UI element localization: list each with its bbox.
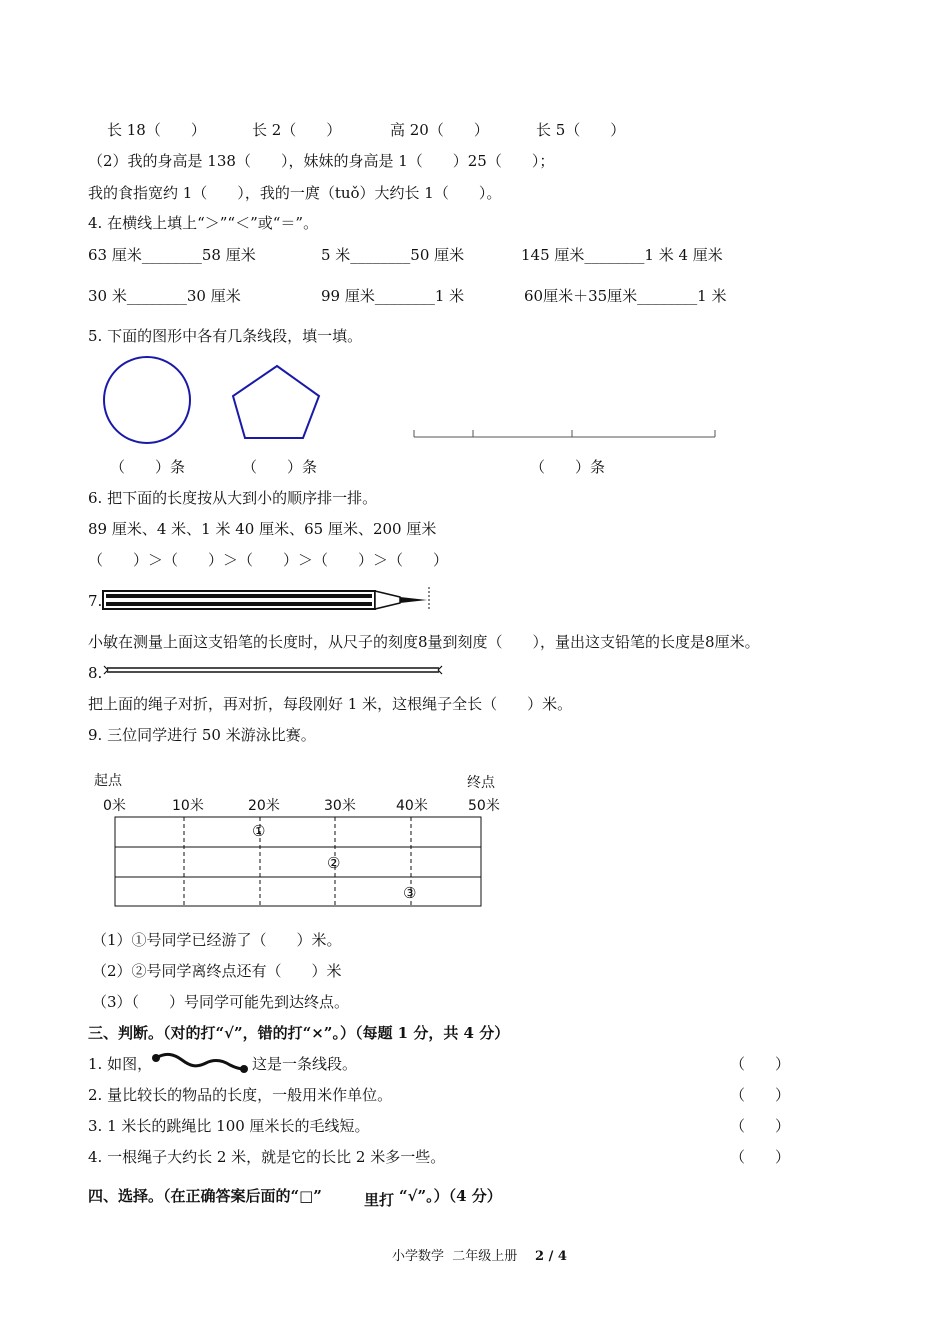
- section4-title-c: “√”。）（4 分）: [399, 1187, 502, 1205]
- q6-title: 6. 把下面的长度按从大到小的顺序排一排。: [88, 489, 378, 507]
- q4-blank: 63 厘米________58 厘米: [88, 246, 256, 264]
- judge-item-4: 4. 一根绳子大约长 2 米，就是它的长比 2 米多一些。: [88, 1148, 446, 1166]
- q3-item-c: 高 20（ ）: [390, 121, 489, 139]
- section3-title: 三、判断。（对的打“√”，错的打“×”。）（每题 1 分，共 4 分）: [88, 1024, 510, 1042]
- judge-item-1-prefix: 1. 如图，: [88, 1055, 153, 1073]
- q5-answer-line: （ ）条: [530, 458, 606, 476]
- q9-title: 9. 三位同学进行 50 米游泳比赛。: [88, 726, 316, 744]
- judge-answer-paren: （ ）: [730, 1117, 791, 1135]
- swimmer-1-marker: ①: [252, 822, 266, 840]
- q7-text: 小敏在测量上面这支铅笔的长度时，从尺子的刻度8量到刻度（ ），量出这支铅笔的长度是8厘米。: [88, 633, 760, 651]
- judge-answer-paren: （ ）: [730, 1055, 791, 1073]
- q3-sub2: （2）我的身高是 138（ ），妹妹的身高是 1（ ）25（ ）；: [88, 152, 555, 170]
- finish-label: 终点: [467, 775, 495, 791]
- distance-tick-label: 30米: [324, 798, 356, 814]
- q4-blank: 60厘米＋35厘米________1 米: [524, 287, 727, 305]
- distance-tick-label: 40米: [396, 798, 428, 814]
- circle-figure: [100, 355, 195, 447]
- judge-item-1-suffix: 这是一条线段。: [252, 1055, 358, 1073]
- swim-lanes-diagram: [113, 815, 485, 910]
- q5-answer-pentagon: （ ）条: [242, 458, 318, 476]
- footer-subject: 小学数学 二年级上册: [392, 1249, 518, 1264]
- page-number: 2 / 4: [535, 1249, 567, 1264]
- q3-item-b: 长 2（ ）: [252, 121, 342, 139]
- q6-order: （ ）＞（ ）＞（ ）＞（ ）＞（ ）: [88, 551, 449, 569]
- judge-answer-paren: （ ）: [730, 1086, 791, 1104]
- q3-sub2-line2: 我的食指宽约 1（ ），我的一庹（tuǒ）大约长 1（ ）。: [88, 184, 502, 202]
- pentagon-figure: [230, 362, 326, 444]
- swimmer-2-marker: ②: [327, 854, 341, 872]
- q4-blank: 99 厘米________1 米: [321, 287, 465, 305]
- q6-items: 89 厘米、4 米、1 米 40 厘米、65 厘米、200 厘米: [88, 520, 437, 538]
- judge-answer-paren: （ ）: [730, 1148, 791, 1166]
- q4-blank: 30 米________30 厘米: [88, 287, 241, 305]
- rope-figure: [103, 663, 443, 677]
- q3-item-a: 长 18（ ）: [107, 121, 206, 139]
- pencil-figure: [100, 585, 435, 613]
- section4-title-a: 四、选择。（在正确答案后面的“□”: [88, 1187, 322, 1205]
- distance-tick-label: 50米: [468, 798, 500, 814]
- judge-item-2: 2. 量比较长的物品的长度，一般用米作单位。: [88, 1086, 393, 1104]
- distance-tick-label: 10米: [172, 798, 204, 814]
- q8-number: 8.: [88, 664, 103, 682]
- start-label: 起点: [94, 773, 122, 789]
- distance-tick-label: 0米: [103, 798, 126, 814]
- q9-sub1: （1）①号同学已经游了（ ）米。: [92, 931, 342, 949]
- q9-sub3: （3）（ ）号同学可能先到达终点。: [92, 993, 350, 1011]
- distance-tick-label: 20米: [248, 798, 280, 814]
- q4-blank: 145 厘米________1 米 4 厘米: [521, 246, 723, 264]
- judge-item-3: 3. 1 米长的跳绳比 100 厘米长的毛线短。: [88, 1117, 370, 1135]
- curved-line-figure: [150, 1052, 250, 1076]
- q8-text: 把上面的绳子对折，再对折，每段刚好 1 米，这根绳子全长（ ）米。: [88, 695, 573, 713]
- q4-blank: 5 米________50 厘米: [321, 246, 465, 264]
- section4-title-b: 里打: [364, 1191, 395, 1209]
- q9-sub2: （2）②号同学离终点还有（ ）米: [92, 962, 342, 980]
- segment-line-figure: [410, 426, 720, 442]
- q3-item-d: 长 5（ ）: [536, 121, 626, 139]
- q5-answer-circle: （ ）条: [110, 458, 186, 476]
- q7-number: 7.: [88, 592, 103, 610]
- swimmer-3-marker: ③: [403, 884, 417, 902]
- q4-title: 4. 在横线上填上“＞”“＜”或“＝”。: [88, 214, 319, 232]
- q5-title: 5. 下面的图形中各有几条线段，填一填。: [88, 327, 363, 345]
